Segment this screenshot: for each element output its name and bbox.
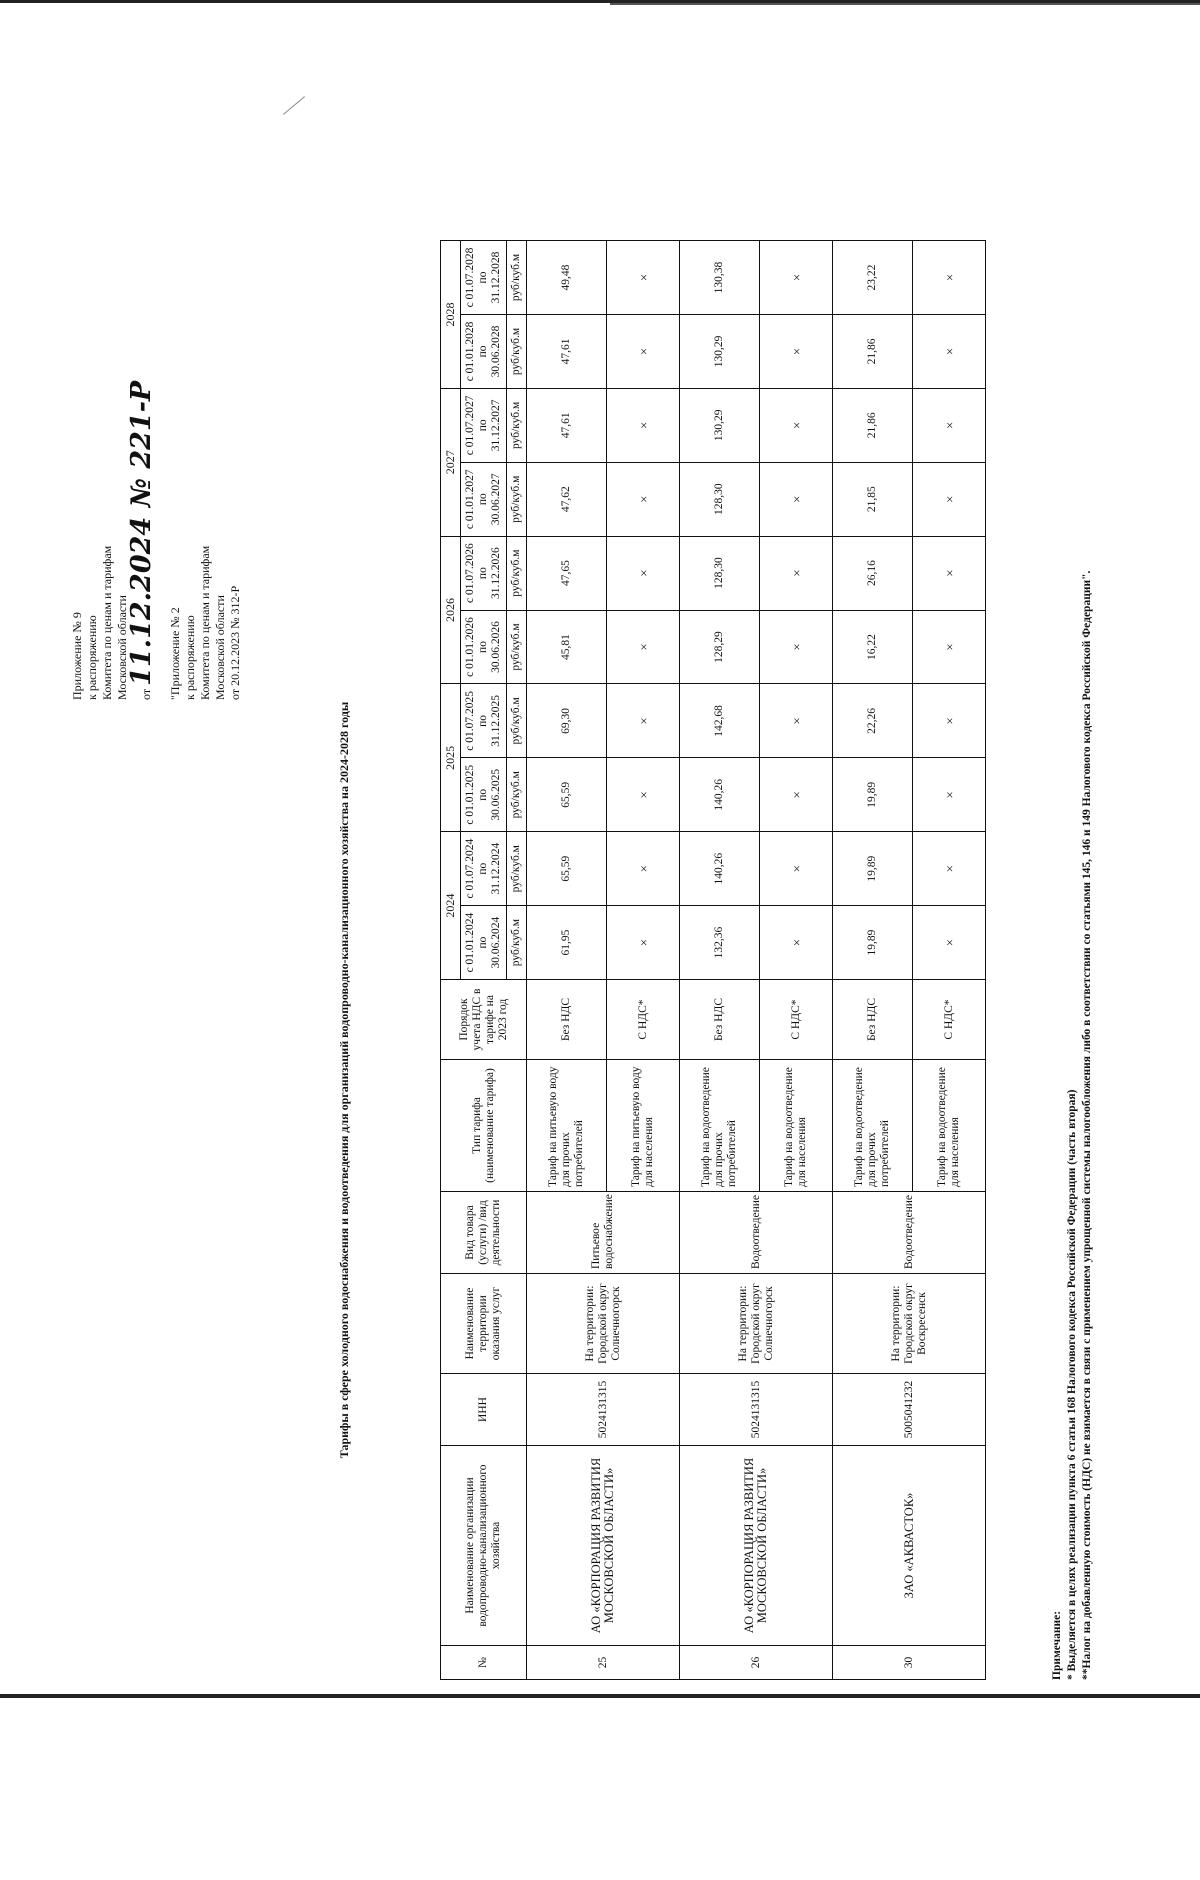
tariff-value: 16,22 [833, 610, 913, 684]
tariff-value: 47,61 [527, 388, 607, 462]
previous-appendix-line-5: от 20.12.2023 № 312-Р [228, 585, 242, 700]
scan-edge-top-secondary [610, 3, 1200, 5]
header-inn: ИНН [441, 1374, 527, 1446]
header-vat: Порядок учета НДС в тарифе на 2023 год [441, 980, 527, 1060]
tariff-value: × [913, 388, 986, 462]
tariff-value: × [913, 462, 986, 536]
tariff-value: 140,26 [680, 832, 760, 906]
handwritten-date-number: 11.12.2024 № 221-Р [126, 380, 157, 686]
vat-value: Без НДС [833, 980, 913, 1060]
header-period: с 01.07.2024 по 31.12.2024 [461, 832, 507, 906]
footnotes [1050, 571, 1095, 1680]
tariff-value: 142,68 [680, 684, 760, 758]
tariff-value: × [607, 906, 680, 980]
tariff-value: × [913, 684, 986, 758]
header-year-2024: 2024 [441, 832, 461, 980]
previous-appendix-line-1: "Приложение № 2 [168, 607, 182, 700]
service-value: Водоотведение [833, 1192, 986, 1274]
tariff-value: 130,38 [680, 241, 760, 315]
tariff-value: × [607, 536, 680, 610]
tariff-value: × [760, 388, 833, 462]
header-unit: руб/куб.м [507, 536, 527, 610]
header-tariff-type: Тип тарифа (наименование тарифа) [441, 1060, 527, 1192]
tariff-value: 21,85 [833, 462, 913, 536]
tariff-value: 128,30 [680, 462, 760, 536]
tariff-value: 22,26 [833, 684, 913, 758]
vat-value: Без НДС [527, 980, 607, 1060]
vat-value: Без НДС [680, 980, 760, 1060]
org-name: ЗАО «АКВАСТОК» [833, 1446, 986, 1646]
header-num: № [441, 1646, 527, 1680]
tariff-value: 19,89 [833, 906, 913, 980]
rotated-document-page [50, 220, 1150, 1880]
inn-value: 5024131315 [527, 1374, 680, 1446]
document-title: Тарифы в сфере холодного водоснабжения и водоотведения для организаций водопроводно-канализационного хозяйства на 2024-2028 годы [337, 701, 351, 1459]
header-unit: руб/куб.м [507, 906, 527, 980]
tariff-value: 128,30 [680, 536, 760, 610]
org-name: АО «КОРПОРАЦИЯ РАЗВИТИЯ МОСКОВСКОЙ ОБЛАСТИ» [680, 1446, 833, 1646]
tariff-value: × [607, 684, 680, 758]
tariff-value: 21,86 [833, 314, 913, 388]
tariff-value: × [913, 536, 986, 610]
service-value: Водоотведение [680, 1192, 833, 1274]
tariff-value: 19,89 [833, 758, 913, 832]
header-period: с 01.07.2025 по 31.12.2025 [461, 684, 507, 758]
tariff-value: 132,36 [680, 906, 760, 980]
tariff-value: × [760, 758, 833, 832]
tariff-value: 45,81 [527, 610, 607, 684]
header-territory: Наименование территории оказания услуг [441, 1274, 527, 1374]
tariff-value: 47,62 [527, 462, 607, 536]
tariff-value: × [760, 241, 833, 315]
tariff-type-value: Тариф на водоотведение для прочих потребителей [680, 1060, 760, 1192]
tariffs-table [440, 240, 986, 1680]
header-unit: руб/куб.м [507, 832, 527, 906]
header-unit: руб/куб.м [507, 241, 527, 315]
header-year-2027: 2027 [441, 388, 461, 536]
tariff-value: × [913, 241, 986, 315]
tariff-value: × [607, 241, 680, 315]
tariff-value: 65,59 [527, 832, 607, 906]
header-year-2028: 2028 [441, 241, 461, 389]
appendix-date-line [126, 260, 157, 700]
appendix-date-prefix: от [139, 688, 153, 700]
tariff-value: × [760, 832, 833, 906]
header-service: Вид товара (услуги) /вид деятельности [441, 1192, 527, 1274]
appendix-line-1: Приложение № 9 [70, 612, 84, 700]
table-row [833, 241, 913, 1680]
header-period: с 01.07.2028 по 31.12.2028 [461, 241, 507, 315]
appendix-line-2: к распоряжению [85, 615, 99, 700]
stray-pen-mark [283, 96, 305, 115]
header-period: с 01.07.2026 по 31.12.2026 [461, 536, 507, 610]
inn-value: 5005041232 [833, 1374, 986, 1446]
service-value: Питьевое водоснабжение [527, 1192, 680, 1274]
tariff-type-value: Тариф на водоотведение для населения [913, 1060, 986, 1192]
tariff-value: × [913, 314, 986, 388]
header-unit: руб/куб.м [507, 462, 527, 536]
tariff-value: 130,29 [680, 314, 760, 388]
tariff-value: × [913, 758, 986, 832]
header-period: с 01.01.2027 по 30.06.2027 [461, 462, 507, 536]
header-period: с 01.01.2026 по 30.06.2026 [461, 610, 507, 684]
tariff-type-value: Тариф на водоотведение для прочих потребителей [833, 1060, 913, 1192]
tariff-type-value: Тариф на питьевую воду для прочих потребителей [527, 1060, 607, 1192]
inn-value: 5024131315 [680, 1374, 833, 1446]
footnote-1: * Выделяется в целях реализации пункта 6 статьи 168 Налогового кодекса Российской Федерации (часть вторая) [1066, 1089, 1078, 1680]
tariff-value: × [760, 684, 833, 758]
footnote-2: **Налог на добавленную стоимость (НДС) не взимается в связи с применением упрощенной системы налогообложения либо в соответствии со статьями 145, 146 и 149 Налогового кодекса Российской Федерации". [1081, 570, 1093, 1680]
tariff-value: 47,65 [527, 536, 607, 610]
org-name: АО «КОРПОРАЦИЯ РАЗВИТИЯ МОСКОВСКОЙ ОБЛАСТИ» [527, 1446, 680, 1646]
tariff-type-value: Тариф на водоотведение для населения [760, 1060, 833, 1192]
vat-value: С НДС* [760, 980, 833, 1060]
header-period: с 01.07.2027 по 31.12.2027 [461, 388, 507, 462]
header-year-2026: 2026 [441, 536, 461, 684]
tariff-value: × [607, 462, 680, 536]
vat-value: С НДС* [913, 980, 986, 1060]
header-unit: руб/куб.м [507, 610, 527, 684]
header-year-2025: 2025 [441, 684, 461, 832]
tariff-value: × [913, 610, 986, 684]
territory-value: На территории: Городской округ Солнечногорск [527, 1274, 680, 1374]
tariff-value: × [760, 314, 833, 388]
previous-appendix-line-2: к распоряжению [183, 615, 197, 700]
territory-value: На территории: Городской округ Воскресенск [833, 1274, 986, 1374]
tariff-value: 65,59 [527, 758, 607, 832]
header-period: с 01.01.2025 по 30.06.2025 [461, 758, 507, 832]
tariff-value: 69,30 [527, 684, 607, 758]
tariff-value: 49,48 [527, 241, 607, 315]
table-row [527, 241, 607, 1680]
previous-appendix-line-3: Комитета по ценам и тарифам [198, 545, 212, 700]
header-unit: руб/куб.м [507, 388, 527, 462]
tariff-value: 130,29 [680, 388, 760, 462]
tariff-value: 128,29 [680, 610, 760, 684]
tariff-value: × [760, 462, 833, 536]
tariff-value: × [913, 832, 986, 906]
tariff-value: × [607, 610, 680, 684]
tariff-value: × [913, 906, 986, 980]
header-unit: руб/куб.м [507, 758, 527, 832]
appendix-line-4: Московской области [115, 595, 129, 700]
tariff-value: 21,86 [833, 388, 913, 462]
header-org: Наименование организации водопроводно-канализационного хозяйства [441, 1446, 527, 1646]
row-num: 30 [833, 1646, 986, 1680]
header-period: с 01.01.2024 по 30.06.2024 [461, 906, 507, 980]
tariff-value: × [607, 758, 680, 832]
tariff-value: 47,61 [527, 314, 607, 388]
header-unit: руб/куб.м [507, 684, 527, 758]
tariff-value: 26,16 [833, 536, 913, 610]
tariff-value: 23,22 [833, 241, 913, 315]
territory-value: На территории: Городской округ Солнечногорск [680, 1274, 833, 1374]
header-unit: руб/куб.м [507, 314, 527, 388]
tariff-value: × [607, 388, 680, 462]
row-num: 26 [680, 1646, 833, 1680]
vat-value: С НДС* [607, 980, 680, 1060]
tariff-value: × [760, 536, 833, 610]
header-period: с 01.01.2028 по 30.06.2028 [461, 314, 507, 388]
footnote-heading: Примечание: [1051, 1610, 1063, 1680]
row-num: 25 [527, 1646, 680, 1680]
tariff-value: × [607, 314, 680, 388]
previous-appendix-line-4: Московской области [213, 595, 227, 700]
tariff-value: 19,89 [833, 832, 913, 906]
appendix-header [70, 260, 243, 700]
tariff-type-value: Тариф на питьевую воду для населения [607, 1060, 680, 1192]
tariff-value: × [760, 906, 833, 980]
tariff-value: × [760, 610, 833, 684]
table-row [680, 241, 760, 1680]
tariff-value: 140,26 [680, 758, 760, 832]
appendix-line-3: Комитета по ценам и тарифам [100, 545, 114, 700]
tariff-value: 61,95 [527, 906, 607, 980]
tariff-value: × [607, 832, 680, 906]
